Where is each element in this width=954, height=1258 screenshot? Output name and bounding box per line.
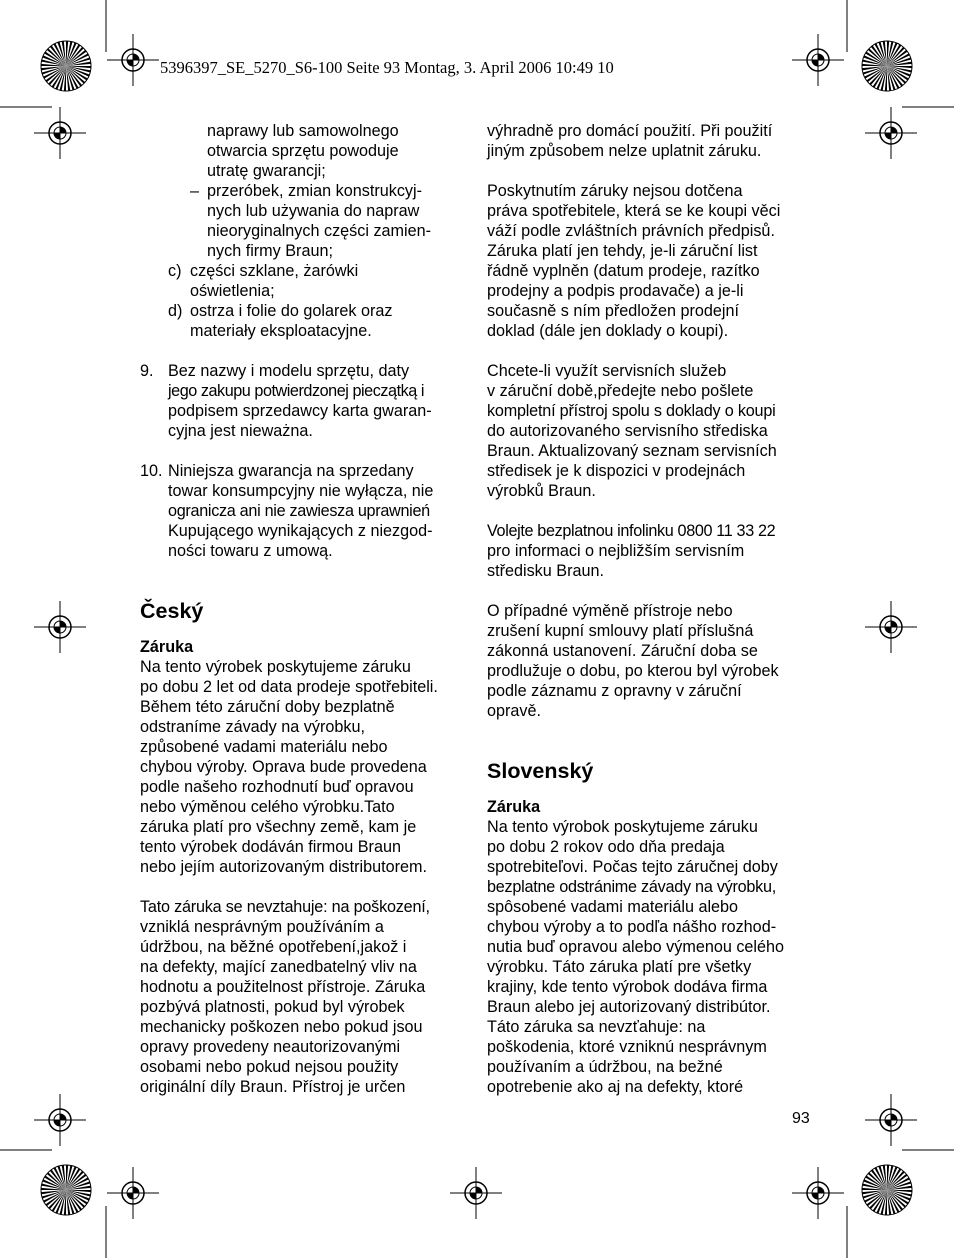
- registration-mark: [865, 107, 917, 159]
- text-line: części szklane, żarówki: [190, 262, 359, 280]
- text-line: jego zakupu potwierdzonej pieczątką i: [168, 382, 425, 400]
- registration-mark: [34, 601, 86, 653]
- text-line: nych firmy Braun;: [207, 242, 333, 260]
- text-line: spôsobené vadami materiálu alebo: [487, 898, 739, 916]
- text-line: zákonná ustanovení. Záruční doba se: [487, 642, 758, 660]
- registration-mark: [107, 34, 159, 86]
- text-line: řádně vyplněn (datum prodeje, razítko: [487, 262, 760, 280]
- text-line: podpisem sprzedawcy karta gwaran-: [168, 402, 432, 420]
- page-number: 93: [792, 1110, 810, 1127]
- text-line: ności towaru z umową.: [168, 542, 333, 560]
- text-line: do autorizovaného servisního střediska: [487, 422, 768, 440]
- text-line: Braun alebo jej autorizovaný distribútor.: [487, 998, 771, 1016]
- text-line: ostrza i folie do golarek oraz: [190, 302, 393, 320]
- text-line: na defekty, mající zanedbatelný vliv na: [140, 958, 417, 976]
- text-line: Kupującego wynikających z niezgod-: [168, 522, 433, 540]
- text-line: v záruční době,předejte nebo pošlete: [487, 382, 754, 400]
- text-line: odstraníme závady na výrobku,: [140, 718, 365, 736]
- registration-mark: [34, 107, 86, 159]
- registration-mark: [34, 1094, 86, 1146]
- text-line: výhradně pro domácí použití. Při použití: [487, 122, 773, 140]
- item-marker: d): [168, 302, 183, 320]
- text-line: Bez nazwy i modelu sprzętu, daty: [168, 362, 410, 380]
- text-line: používaním a údržbou, na bežné: [487, 1058, 723, 1076]
- item-marker: 9.: [140, 362, 154, 380]
- text-line: utratę gwarancji;: [207, 162, 326, 180]
- text-line: nych lub używania do napraw: [207, 202, 420, 220]
- text-line: údržbou, na běžné opotřebení,jakož i: [140, 938, 407, 956]
- text-line: po dobu 2 let od data prodeje spotřebiteli.: [140, 678, 438, 696]
- text-line: zrušení kupní smlouvy platí příslušná: [487, 622, 754, 640]
- text-line: otwarcia sprzętu powoduje: [207, 142, 399, 160]
- text-line: nebo výměnou celého výrobku.Tato: [140, 798, 395, 816]
- text-line: prodejny a podpis prodavače) a je-li: [487, 282, 744, 300]
- star-target-mark: [862, 1165, 912, 1215]
- text-line: středisku Braun.: [487, 562, 604, 580]
- item-marker: 10.: [140, 462, 163, 480]
- text-line: Táto záruka sa nevzťahuje: na: [487, 1018, 706, 1036]
- star-target-mark: [41, 41, 91, 91]
- text-line: oświetlenia;: [190, 282, 275, 300]
- text-line: originální díly Braun. Přístroj je určen: [140, 1078, 406, 1096]
- text-line: chybou výroby a to podľa nášho rozhod-: [487, 918, 777, 936]
- text-line: krajiny, kde tento výrobok dodáva firma: [487, 978, 768, 996]
- text-line: Chcete-li využít servisních služeb: [487, 362, 727, 380]
- text-line: opotrebenie ako aj na defekty, ktoré: [487, 1078, 744, 1096]
- registration-mark: [450, 1167, 502, 1219]
- text-line: po dobu 2 rokov odo dňa predaja: [487, 838, 725, 856]
- print-slug-header: 5396397_SE_5270_S6-100 Seite 93 Montag, 3. April 2006 10:49 10: [160, 58, 614, 77]
- star-target-mark: [862, 41, 912, 91]
- text-line: záruka platí pro všechny země, kam je: [140, 818, 417, 836]
- text-line: poškodenia, ktoré vzniknú nesprávnym: [487, 1038, 767, 1056]
- text-line: Poskytnutím záruky nejsou dotčena: [487, 182, 743, 200]
- text-line: Na tento výrobok poskytujeme záruku: [487, 818, 758, 836]
- text-line: chybou výroby. Oprava bude provedena: [140, 758, 427, 776]
- text-line: prodlužuje o dobu, po kterou byl výrobek: [487, 662, 779, 680]
- text-line: mechanicky poškozen nebo pokud jsou: [140, 1018, 423, 1036]
- text-line: towar konsumpcyjny nie wyłącza, nie: [168, 482, 434, 500]
- text-line: středisek je k dispozici v prodejnách: [487, 462, 746, 480]
- text-line: Braun. Aktualizovaný seznam servisních: [487, 442, 777, 460]
- text-line: tento výrobek dodáván firmou Braun: [140, 838, 401, 856]
- text-line: naprawy lub samowolnego: [207, 122, 399, 140]
- text-line: O případné výměně přístroje nebo: [487, 602, 733, 620]
- registration-mark: [865, 601, 917, 653]
- section-heading-slovak: Slovenský: [487, 759, 594, 783]
- text-line: Volejte bezplatnou infolinku 0800 11 33 22: [487, 522, 776, 540]
- text-line: opravě.: [487, 702, 541, 720]
- dash-marker: –: [190, 182, 200, 200]
- text-line: opravy provedeny neautorizovanými: [140, 1038, 401, 1056]
- section-heading-czech: Český: [140, 599, 204, 623]
- star-target-mark: [41, 1165, 91, 1215]
- text-line: doklad (dále jen doklady o koupi).: [487, 322, 729, 340]
- registration-mark: [792, 34, 844, 86]
- text-line: nutia buď opravou alebo výmenou celého: [487, 938, 785, 956]
- text-line: nebo jejím autorizovaným distributorem.: [140, 858, 428, 876]
- text-line: hodnotu a použitelnost přístroje. Záruka: [140, 978, 426, 996]
- text-line: Na tento výrobek poskytujeme záruku: [140, 658, 411, 676]
- text-line: Tato záruka se nevztahuje: na poškození,: [140, 898, 430, 916]
- text-line: ogranicza ani nie zawiesza uprawnień: [168, 502, 430, 520]
- text-line: kompletní přístroj spolu s doklady o koupi: [487, 402, 776, 420]
- text-line: současně s ním předložen prodejní: [487, 302, 739, 320]
- text-line: podle záznamu z opravny v záruční: [487, 682, 742, 700]
- registration-mark: [107, 1167, 159, 1219]
- text-line: pozbývá platnosti, pokud byl výrobek: [140, 998, 405, 1016]
- text-line: vzniklá nesprávným používáním a: [140, 918, 384, 936]
- text-line: cyjna jest nieważna.: [168, 422, 313, 440]
- text-line: osobami nebo pokud nejsou použity: [140, 1058, 399, 1076]
- text-line: Během této záruční doby bezplatně: [140, 698, 395, 716]
- text-line: spotrebiteľovi. Počas tejto záručnej doby: [487, 858, 778, 876]
- text-line: způsobené vadami materiálu nebo: [140, 738, 388, 756]
- text-line: jiným způsobem nelze uplatnit záruku.: [487, 142, 762, 160]
- text-line: výrobků Braun.: [487, 482, 596, 500]
- subheading-warranty: Záruka: [487, 798, 541, 816]
- text-line: váží podle zvláštních právních předpisů.: [487, 222, 775, 240]
- subheading-warranty: Záruka: [140, 638, 194, 656]
- text-line: výrobku. Táto záruka platí pre všetky: [487, 958, 752, 976]
- registration-mark: [865, 1094, 917, 1146]
- text-line: materiały eksploatacyjne.: [190, 322, 372, 340]
- text-line: Záruka platí jen tehdy, je-li záruční list: [487, 242, 758, 260]
- text-line: bezplatne odstránime závady na výrobku,: [487, 878, 776, 896]
- registration-mark: [792, 1167, 844, 1219]
- text-line: práva spotřebitele, která se ke koupi věci: [487, 202, 781, 220]
- text-line: pro informaci o nejbližším servisním: [487, 542, 745, 560]
- item-marker: c): [168, 262, 182, 280]
- text-line: nieoryginalnych części zamien-: [207, 222, 432, 240]
- text-line: Niniejsza gwarancja na sprzedany: [168, 462, 414, 480]
- text-line: podle našeho rozhodnutí buď opravou: [140, 778, 414, 796]
- text-line: przeróbek, zmian konstrukcyj-: [207, 182, 423, 200]
